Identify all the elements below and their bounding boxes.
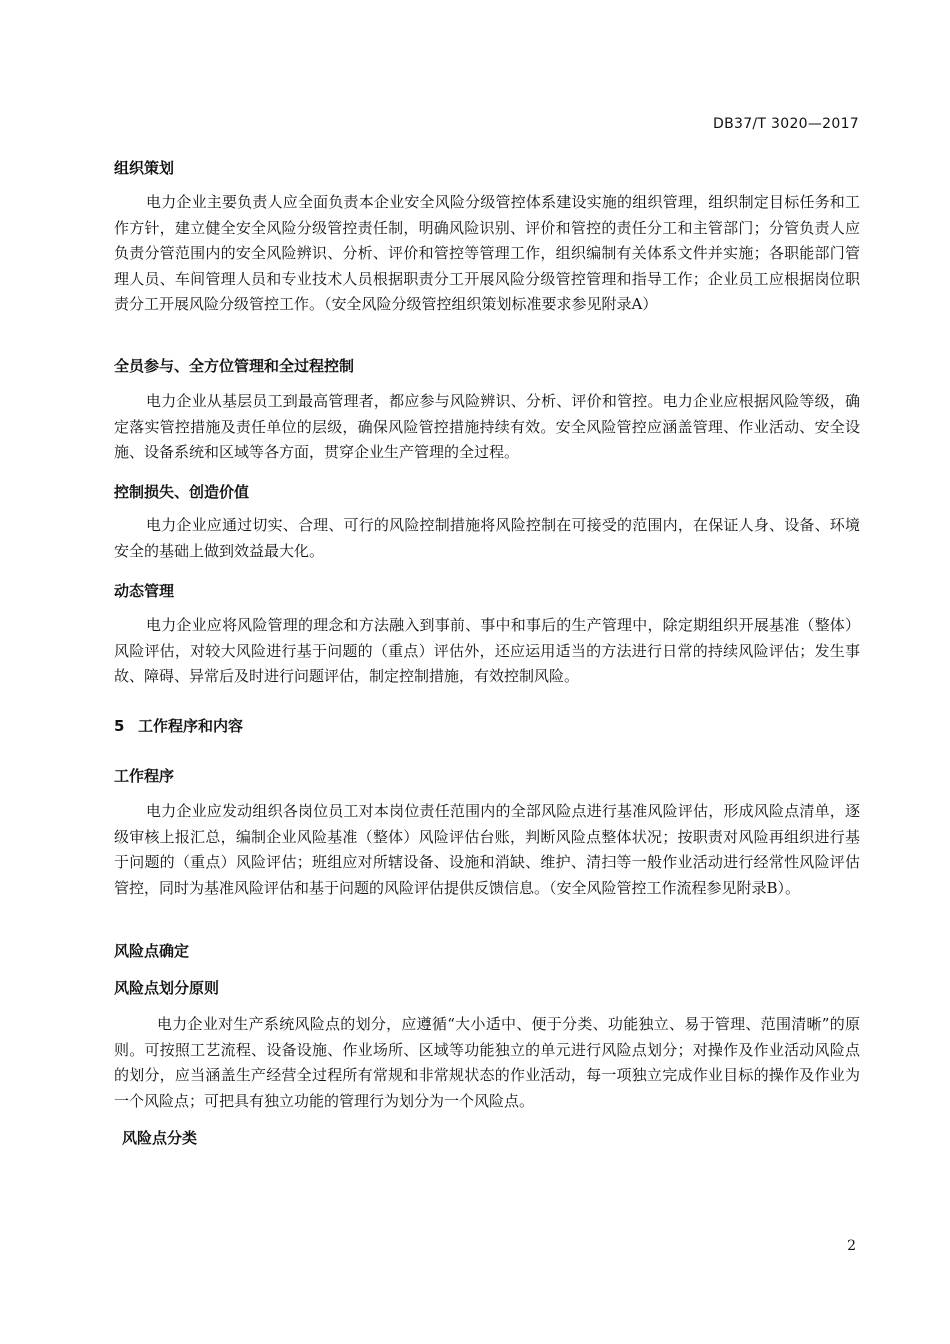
- document-code: DB37/T 3020—2017: [713, 116, 859, 132]
- heading-risk-point-division: 风险点划分原则: [114, 979, 220, 997]
- paragraph-risk-point-division: 电力企业对生产系统风险点的划分，应遵循“大小适中、便于分类、功能独立、易于管理、范围清晰”的原则。可按照工艺流程、设备设施、作业场所、区域等功能独立的单元进行风险点划分；对操作及作业活动风险点的划分，应当涵盖生产经营全过程所有常规和非常规状态的作业活动，每一项独立完成作业目标的操作及作业为一个风险点；可把具有独立功能的管理行为划分为一个风险点。: [114, 1015, 860, 1110]
- heading-risk-point-classification: 风险点分类: [122, 1129, 198, 1147]
- heading-org-planning: 组织策划: [114, 159, 175, 177]
- chapter-5-title: [114, 716, 243, 736]
- heading-loss-control: 控制损失、创造价值: [114, 483, 250, 501]
- chapter-number: 5: [114, 717, 125, 735]
- heading-dynamic-management: 动态管理: [114, 582, 175, 600]
- heading-full-participation: 全员参与、全方位管理和全过程控制: [114, 357, 355, 375]
- paragraph-loss-control: 电力企业应通过切实、合理、可行的风险控制措施将风险控制在可接受的范围内，在保证人身、设备、环境安全的基础上做到效益最大化。: [114, 516, 860, 560]
- page-number: 2: [847, 1238, 856, 1254]
- paragraph-full-participation: 电力企业从基层员工到最高管理者，都应参与风险辨识、分析、评价和管控。电力企业应根据风险等级，确定落实管控措施及责任单位的层级，确保风险管控措施持续有效。安全风险管控应涵盖管理、作业活动、安全设施、设备系统和区域等各方面，贯穿企业生产管理的全过程。: [114, 392, 860, 461]
- paragraph-work-procedure: 电力企业应发动组织各岗位员工对本岗位责任范围内的全部风险点进行基准风险评估，形成风险点清单，逐级审核上报汇总，编制企业风险基准（整体）风险评估台账，判断风险点整体状况；按职责对风险再组织进行基于问题的（重点）风险评估；班组应对所辖设备、设施和消缺、维护、清扫等一般作业活动进行经常性风险评估管控，同时为基准风险评估和基于问题的风险评估提供反馈信息。（安全风险管控工作流程参见附录B）。: [114, 802, 860, 897]
- heading-work-procedure: 工作程序: [114, 767, 175, 785]
- paragraph-org-planning: 电力企业主要负责人应全面负责本企业安全风险分级管控体系建设实施的组织管理，组织制定目标任务和工作方针，建立健全安全风险分级管控责任制，明确风险识别、评价和管控的责任分工和主管部门；分管负责人应负责分管范围内的安全风险辨识、分析、评价和管控等管理工作，组织编制有关体系文件并实施；各职能部门管理人员、车间管理人员和专业技术人员根据职责分工开展风险分级管控管理和指导工作；企业员工应根据岗位职责分工开展风险分级管控工作。（安全风险分级管控组织策划标准要求参见附录A）: [114, 193, 860, 313]
- chapter-title-text: 工作程序和内容: [138, 717, 244, 735]
- paragraph-dynamic-management: 电力企业应将风险管理的理念和方法融入到事前、事中和事后的生产管理中，除定期组织开展基准（整体）风险评估，对较大风险进行基于问题的（重点）评估外，还应运用适当的方法进行日常的持续风险评估；发生事故、障碍、异常后及时进行问题评估，制定控制措施，有效控制风险。: [114, 616, 860, 685]
- heading-risk-point-determination: 风险点确定: [114, 942, 190, 960]
